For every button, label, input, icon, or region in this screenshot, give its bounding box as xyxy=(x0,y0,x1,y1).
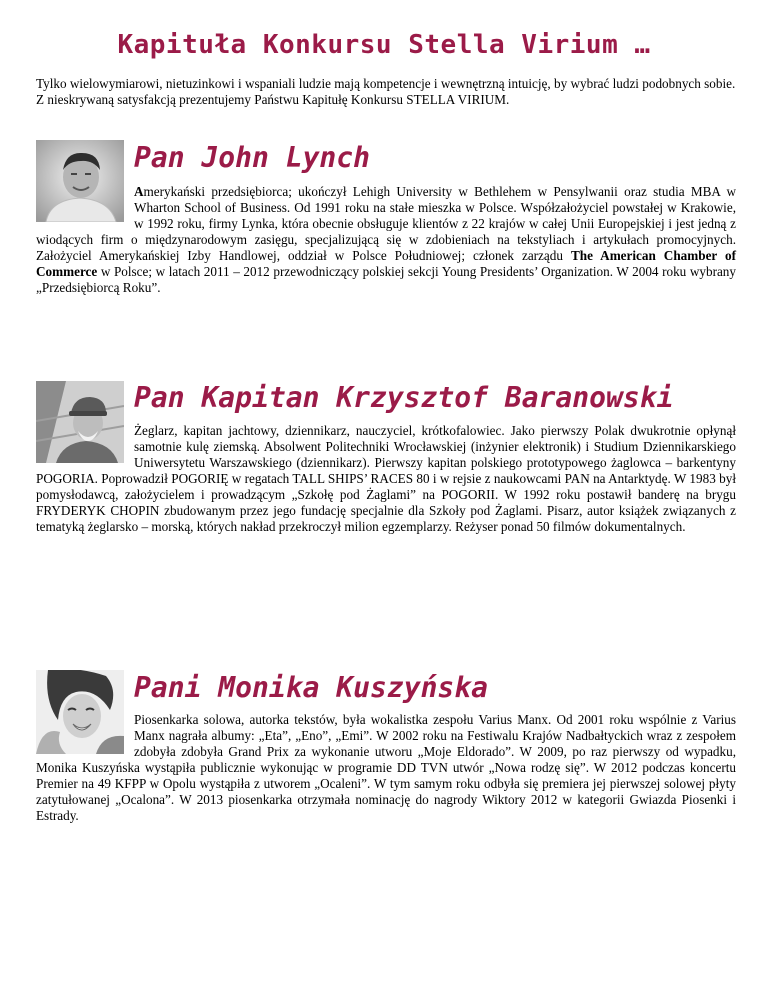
portrait-photo-baranowski xyxy=(36,381,124,463)
member-name-kuszynska: Pani Monika Kuszyńska xyxy=(134,671,489,704)
member-section-kuszynska xyxy=(36,670,736,824)
member-name-baranowski: Pan Kapitan Krzysztof Baranowski xyxy=(134,381,674,414)
bio-initial: A xyxy=(134,184,144,199)
intro-paragraph: Tylko wielowymiarowi, nietuzinkowi i wspaniali ludzie mają kompetencje i wewnętrzną intuicję, by wybrać ludzi podobnych sobie. Z nieskrywaną satysfakcją prezentujemy Państwu Kapitułę Konkursu STELLA VIRIUM. xyxy=(36,76,736,107)
member-bio-lynch xyxy=(36,184,736,296)
member-bio-baranowski: Żeglarz, kapitan jachtowy, dziennikarz, nauczyciel, krótkofalowiec. Jako pierwszy Polak dwukrotnie opłynął samotnie kulę ziemską. Absolwent Politechniki Wrocławskiej (inżynier elektronik) i Studium Dziennikarskiego Uniwersytetu Warszawskiego (dziennikarz). Pierwszy kapitan polskiego prototypowego żaglowca – barkentyny POGORIA. Poprowadził POGORIĘ w regatach TALL SHIPS’ RACES 80 i w rejsie z naukowcami PAN na Antarktydę. W 1983 był pomysłodawcą, założycielem i prowadzącym „Szkołę pod Żaglami” na POGORII. W 1992 roku postawił banderę na brygu FRYDERYK CHOPIN zbudowanym przez jego fundację specjalnie dla Szkoły pod Żaglami. Pisarz, autor książek związanych z tematyką żeglarsko – morską, których nakład przekroczył milion egzemplarzy. Reżyser ponad 50 filmów dokumentalnych. xyxy=(36,423,736,534)
member-section-lynch xyxy=(36,140,736,296)
bio-text-part2: w Polsce; w latach 2011 – 2012 przewodniczący polskiej sekcji Young Presidents’ Organization. W 2004 roku wybrany „Przedsiębiorcą Roku”. xyxy=(36,264,736,295)
bio-organization-name: The American Chamber of Commerce xyxy=(36,248,737,279)
portrait-photo-kuszynska xyxy=(36,670,124,754)
bio-text-part1: merykański przedsiębiorca; ukończył Lehigh University w Bethlehem w Pensylwanii oraz studia MBA w Wharton School of Business. Od 1991 roku na stałe mieszka w Polsce. Współzałożyciel powstałej w Krakowie, w 1992 roku, firmy Lynka, która obecnie obsługuje klientów z 22 krajów w całej Unii Europejskiej i jest jedną z wiodących firm o międzynarodowym zasięgu, specjalizującą się w zdobieniach na tekstyliach i artykułach promocyjnych. Założyciel Amerykańskiej Izby Handlowej, oddział w Polsce Południowej; członek zarządu xyxy=(36,184,736,263)
member-section-baranowski xyxy=(36,381,736,535)
member-bio-kuszynska: Piosenkarka solowa, autorka tekstów, była wokalistka zespołu Varius Manx. Od 2001 roku wspólnie z Varius Manx nagrała albumy: „Eta”, „Eno”, „Emi”. W 2002 roku na Festiwalu Krajów Nadbałtyckich wraz z zespołem zdobyła zdobyła Grand Prix za wykonanie utworu „Moje Eldorado”. W 2009, po raz pierwszy od wypadku, Monika Kuszyńska wystąpiła publicznie wykonując w programie DD TVN utwór „Nowa rodzę się”. W 2012 podczas koncertu Premier na 49 KFPP w Opolu wystąpiła z utworem „Ocaleni”. W tym samym roku odbyła się premiera jej pierwszej solowej płyty zatytułowanej „Ocalona”. W 2013 piosenkarka otrzymała nominację do nagrody Wiktory 2012 w kategorii Gwiazda Piosenki i Estrady. xyxy=(36,712,736,823)
member-name-lynch: Pan John Lynch xyxy=(134,141,371,174)
portrait-photo-lynch xyxy=(36,140,124,222)
page-title: Kapituła Konkursu Stella Virium … xyxy=(117,30,651,60)
